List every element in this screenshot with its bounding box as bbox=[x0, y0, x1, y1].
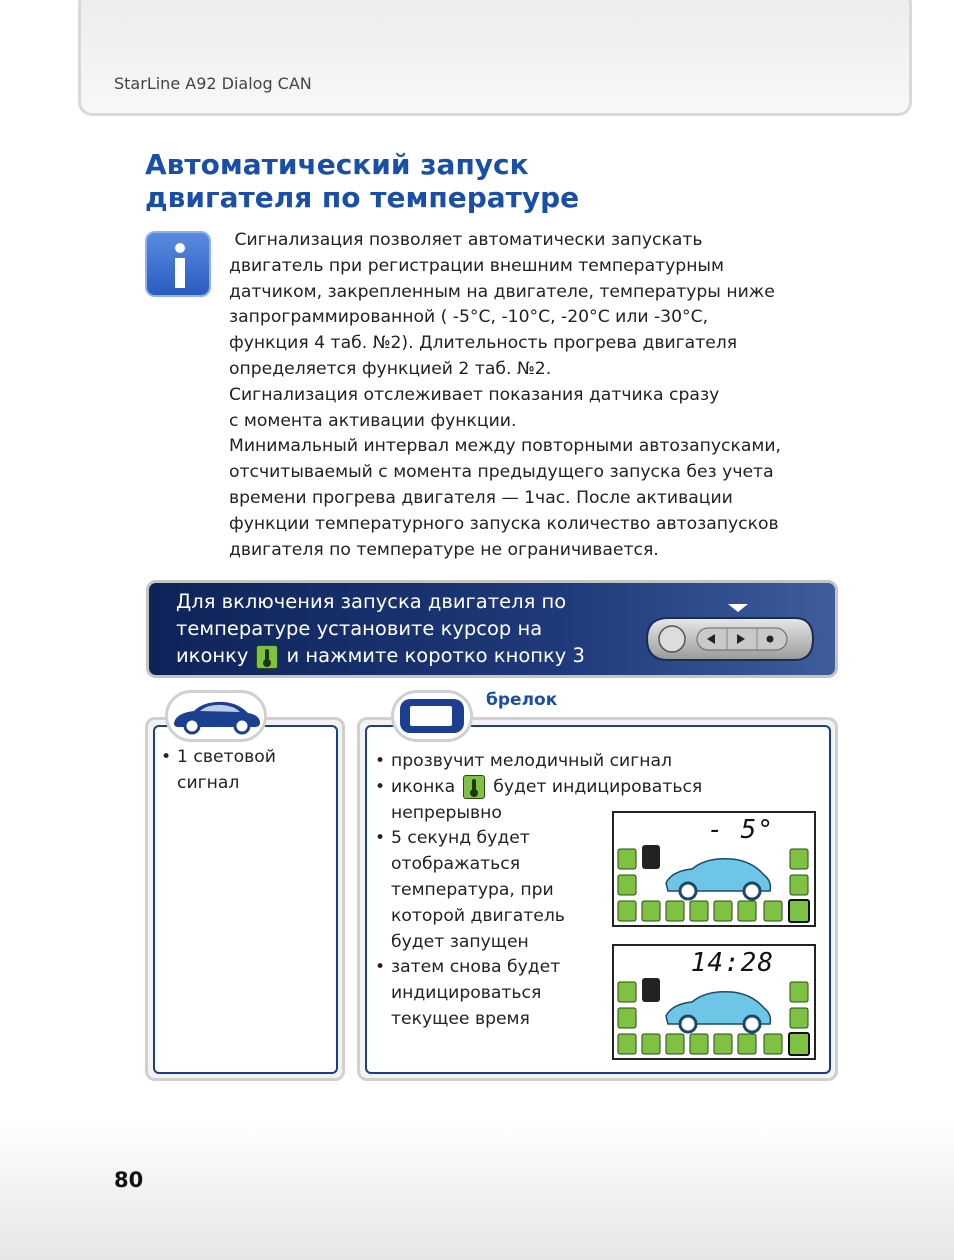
intro-line: датчиком, закрепленным на двигателе, температуры ниже bbox=[229, 281, 775, 302]
intro-line: функции температурного запуска количество автозапусков bbox=[229, 513, 779, 534]
info-icon bbox=[145, 231, 211, 297]
instruction-line-3 bbox=[176, 642, 626, 669]
list-item: • прозвучит мелодичный сигнал bbox=[375, 749, 815, 775]
intro-line: с момента активации функции. bbox=[229, 410, 517, 431]
intro-line: Минимальный интервал между повторными автозапусками, bbox=[229, 436, 781, 457]
page-title bbox=[145, 148, 579, 214]
lcd-readout: 14:28 bbox=[690, 948, 774, 978]
page-number: 80 bbox=[114, 1168, 144, 1192]
list-item: • затем снова будет индицироваться текущее время bbox=[375, 955, 591, 1032]
intro-line: двигатель при регистрации внешним температурным bbox=[229, 255, 724, 276]
list-item-text: иконка bbox=[391, 776, 456, 797]
thermometer-icon bbox=[463, 775, 485, 799]
intro-line: двигателя по температуре не ограничивается. bbox=[229, 539, 659, 560]
header-title: StarLine A92 Dialog CAN bbox=[114, 74, 312, 93]
page-title-line-1: Автоматический запуск bbox=[145, 148, 529, 181]
intro-line: определяется функцией 2 таб. №2. bbox=[229, 358, 552, 379]
instruction-line-3a: иконку bbox=[176, 644, 249, 667]
intro-line: отсчитываемый с момента предыдущего запуска без учета bbox=[229, 462, 774, 483]
lcd-screen-time bbox=[612, 944, 816, 1060]
lcd-icons bbox=[614, 813, 814, 925]
intro-text bbox=[229, 228, 829, 563]
keyfob-label: брелок bbox=[486, 690, 558, 710]
list-item: • 1 световой сигнал bbox=[161, 745, 331, 797]
car-tab bbox=[165, 690, 267, 742]
car-icon bbox=[168, 693, 264, 739]
instruction-line-2: температуре установите курсор на bbox=[176, 617, 543, 640]
header-bar bbox=[78, 0, 912, 116]
intro-line: времени прогрева двигателя — 1час. После активации bbox=[229, 487, 733, 508]
instruction-line-1: Для включения запуска двигателя по bbox=[176, 590, 567, 613]
list-item-text: непрерывно bbox=[391, 802, 502, 823]
instruction-text bbox=[176, 588, 626, 669]
car-panel-list bbox=[161, 745, 331, 797]
page-title-line-2: двигателя по температуре bbox=[145, 181, 580, 214]
cursor-arrow-icon bbox=[728, 604, 748, 612]
intro-line: функция 4 таб. №2). Длительность прогрева двигателя bbox=[229, 333, 738, 354]
thermometer-icon bbox=[256, 645, 278, 669]
list-item: • 5 секунд будет отображаться температура, при которой двигатель будет запущен bbox=[375, 826, 591, 955]
list-item-text: будет индицироваться bbox=[493, 776, 703, 797]
intro-line: Сигнализация позволяет автоматически запускать bbox=[229, 230, 703, 250]
keyfob-tab bbox=[391, 690, 473, 742]
keyfob-buttons-icon bbox=[645, 616, 815, 662]
lcd-screen-temperature bbox=[612, 811, 816, 927]
intro-line: Сигнализация отслеживает показания датчика сразу bbox=[229, 384, 720, 405]
intro-line: запрограммированной ( -5°С, -10°С, -20°С или -30°С, bbox=[229, 307, 709, 328]
instruction-line-3b: и нажмите коротко кнопку 3 bbox=[286, 644, 585, 667]
keyfob-icon bbox=[394, 693, 470, 739]
lcd-icons bbox=[614, 946, 814, 1058]
lcd-readout: - 5° bbox=[707, 815, 774, 845]
